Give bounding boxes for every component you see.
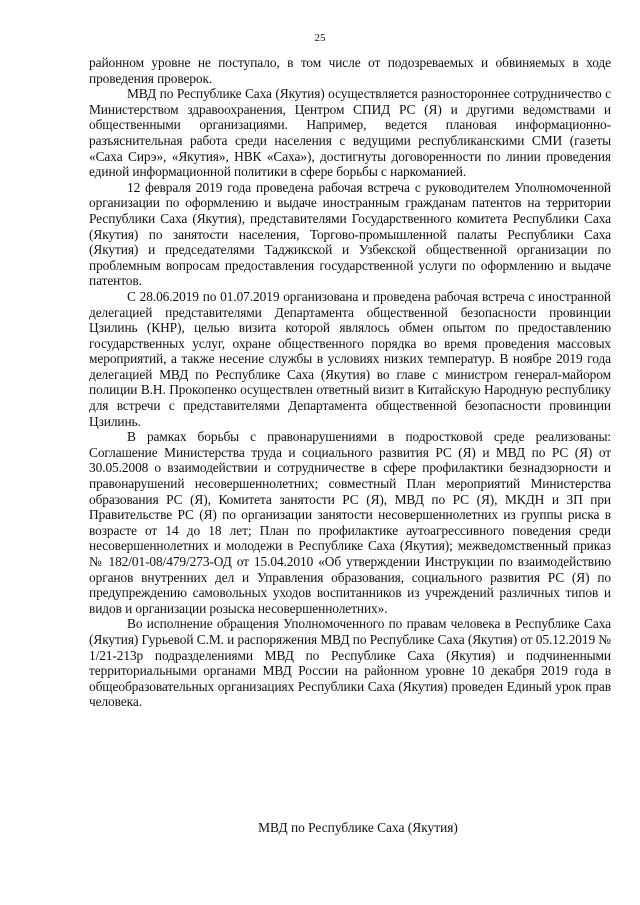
paragraph-human-rights-lesson: Во исполнение обращения Уполномоченного по правам человека в Республике Саха (Якутия) Гурьевой С.М. и распоряжения МВД по Республике Саха (Якутия) от 05.12.2019 № 1/21-213р подразделениями МВД по Республике Саха (Якутия) и подчиненными территориальными органами МВД России на районном уровне 10 декабря 2019 года в общеобразовательных организациях Республики Саха (Якутия) проведен Единый урок прав человека. <box>89 616 611 710</box>
paragraph-continuation: районном уровне не поступало, в том числе от подозреваемых и обвиняемых в ходе проведения проверок. <box>89 55 611 86</box>
paragraph-february-meeting: 12 февраля 2019 года проведена рабочая встреча с руководителем Уполномоченной организации по оформлению и выдаче иностранным гражданам патентов на территории Республики Саха (Якутия), представителями Государственного комитета Республики Саха (Якутия) по занятости населения, Торгово-промышленной палаты Республики Саха (Якутия) и председателями Таджикской и Узбекской общественной организации по проблемным вопросам предоставления государственной услуги по оформлению и выдаче патентов. <box>89 179 611 289</box>
paragraph-cooperation: МВД по Республике Саха (Якутия) осуществляется разностороннее сотрудничество с Министерством здравоохранения, Центром СПИД РС (Я) и другими ведомствами и общественными организациями. Например, ведется плановая информационно-разъяснительная работа среди населения с ведущими республиканскими СМИ (газеты «Саха Сирэ», «Якутия», НВК «Саха»), достигнуты договоренности по линии проведения единой информационной политики в сфере борьбы с наркоманией. <box>89 86 611 180</box>
section-heading-organization: МВД по Республике Саха (Якутия) <box>258 820 458 835</box>
page-number: 25 <box>314 32 326 44</box>
paragraph-jilin-delegation: С 28.06.2019 по 01.07.2019 организована и проведена рабочая встреча с иностранной делегацией представителями Департамента общественной безопасности провинции Цзилинь (КНР), целью визита которой являлось обмен опытом по предоставлению государственных услуг, охране общественного порядка во время проведения массовых мероприятий, а также несение службы в условиях низких температур. В ноябре 2019 года делегацией МВД по Республике Саха (Якутия) во главе с министром генерал-майором полиции В.Н. Прокопенко осуществлен ответный визит в Китайскую Народную республику для встречи с представителями Департамента общественной безопасности провинции Цзилинь. <box>89 288 611 429</box>
paragraph-youth-prevention: В рамках борьбы с правонарушениями в подростковой среде реализованы: Соглашение Министерства труда и социального развития РС (Я) и МВД по РС (Я) от 30.05.2008 о взаимодействии и сотрудничестве в сфере профилактики безнадзорности и правонарушений несовершеннолетних; совместный План мероприятий Министерства образования РС (Я), Комитета занятости РС (Я), МВД по РС (Я), МКДН и ЗП при Правительстве РС (Я) по организации занятости несовершеннолетних из группы риска в возрасте от 14 до 18 лет; План по профилактике аутоагрессивного поведения среди несовершеннолетних и молодежи в Республике Саха (Якутия); межведомственный приказ № 182/01-08/479/273-ОД от 15.04.2010 «Об утверждении Инструкции по взаимодействию органов внутренних дел и Управления образования, социального развития РС (Я) по предупреждению самовольных уходов воспитанников из учреждений различных типов и видов и организации розыска несовершеннолетних». <box>89 429 611 616</box>
document-body <box>89 55 611 710</box>
